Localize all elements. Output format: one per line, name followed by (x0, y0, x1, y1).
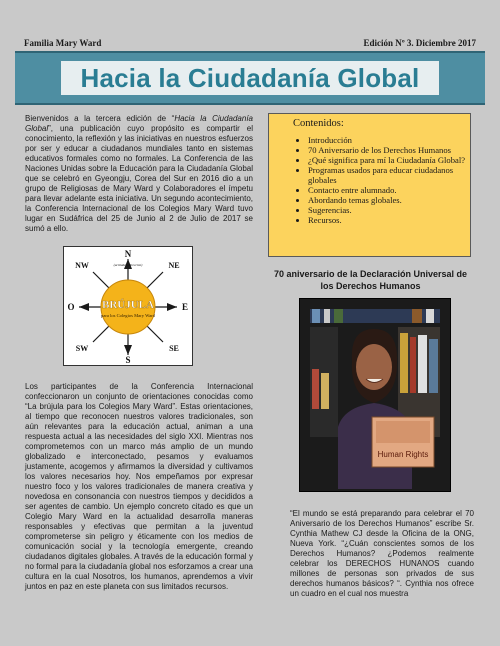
book-label: Human Rights (377, 450, 429, 459)
compass-n: N (124, 249, 132, 259)
publisher-name: Familia Mary Ward (24, 38, 102, 48)
compass-graphic (64, 247, 192, 365)
compass-nw: NW (75, 261, 89, 270)
edition-date: Edición Nº 3. Diciembre 2017 (363, 38, 476, 48)
compass-n-sub: (actitudes, dirección) (113, 263, 143, 267)
intro-text-start: Bienvenidos a la tercera edición de “ (25, 114, 175, 123)
compass-image (63, 246, 193, 366)
compass-subtitle: para los Colegios Mary Ward (101, 313, 155, 318)
contents-item: • Contacto entre alumnado. (308, 185, 468, 195)
contents-item: • Abordando temas globales. (308, 195, 468, 205)
contents-item: • Introducción (308, 135, 468, 145)
portrait-photo (299, 298, 451, 492)
intro-publication-name: Hacia la Ciudadanía Global (25, 114, 253, 133)
compass-sw: SW (75, 344, 89, 353)
title-banner-panel (61, 61, 439, 95)
intro-paragraph (25, 114, 253, 234)
compass-article-text: Los participantes de la Conferencia Internacional confeccionaron un conjunto de orientaciones conocidas como “La brújula para los Colegios Mary Ward”. Estas orientaciones, al tiempo que reconocen nuestros valores tradicionales, son aún relevantes para la educación actual, animan a una respuesta actual a las necesidades del siglo XXI. Mientras nos comprometemos con un marco más amplio de un mundo globalizado e interconectado, pesamos y evaluamos justamente, acogemos y afirmamos la diversidad y cultivamos los valores necesarios hoy. Nos empeñamos por expresar nuestro foco y los valores tradicionales de manera creativa y novedosa en consonancia con nuestros tiempos y decididos a ser agentes de cambio. Un ejemplo concreto citado es que un Colegio Mary Ward en la actualidad desarrolla maneras responsables y efectivas que permitan a la juventud comprometerse sin peligro y éticamente con los medios de comunicación social y la tecnología emergente, creando ciudadanos digitales globales. A través de la educación formal y no formal para la ciudadanía global nos esforzamos a crear una cultura en la cual Nosotros, los humanos, aprendemos a vivir juntos en paz en este planeta con sus limitados recursos. (25, 382, 253, 591)
compass-se: SE (169, 344, 179, 353)
section-heading: 70 aniversario de la Declaración Universal de los Derechos Humanos (273, 269, 468, 291)
portrait-illustration (300, 299, 450, 491)
contents-box (268, 113, 471, 257)
newsletter-title: Hacia la Ciudadanía Global (80, 62, 420, 93)
contents-item: • ¿Qué significa para mí la Ciudadanía Global? (308, 155, 468, 165)
contents-item: • Programas usados para educar ciudadanos globales (308, 165, 468, 185)
compass-s: S (125, 355, 131, 365)
contents-item: • Recursos. (308, 215, 468, 225)
compass-ne: NE (168, 261, 180, 270)
newsletter-header (24, 38, 476, 48)
quote-paragraph: “El mundo se está preparando para celebrar el 70 Aniversario de los Derechos Humanos” escribe Sr. Cynthia Mathew CJ desde la Oficina de la ONG, Nueva York. “¿Cuán conscientes somos de los Derechos Humanos? ¿Podemos realmente celebrar los DERECHOS HUNANOS cuando millones de personas son privados de sus derechos humanos básicos? “. Cynthia nos ofrece un cuadro en el cual nos muestra (290, 509, 474, 598)
intro-text-end: ”, una publicación cuyo propósito es compartir el conocimiento, la reflexión y las iniciativas en nuestros esfuerzos por ser y educar a ciudadanos mundiales tanto en sistemas educativos formales como no formales. La Conferencia de las Naciones Unidas sobre la Educación para la Ciudadanía Global que se celebró en Gyeongju, Corea del Sur en 2016 dio a un grupo de Religiosas de Mary Ward y Colaboradores el ímpetu para llevar adelante esta iniciativa. Un segundo acontecimiento, la Conferencia Internacional de los Colegios Mary Ward tuvo lugar en Sudáfrica del 25 de Junio al 2 de Julio de 2017 se sumó a ello. (25, 124, 253, 233)
title-banner (15, 51, 485, 105)
compass-o: O (67, 302, 75, 312)
compass-title: BRÚJULA (102, 299, 154, 311)
contents-title: Contenidos: (293, 118, 344, 129)
contents-list (277, 135, 468, 225)
compass-e: E (181, 302, 189, 312)
contents-item: • Sugerencias. (308, 205, 468, 215)
contents-item: • 70 Aniversario de los Derechos Humanos (308, 145, 468, 155)
